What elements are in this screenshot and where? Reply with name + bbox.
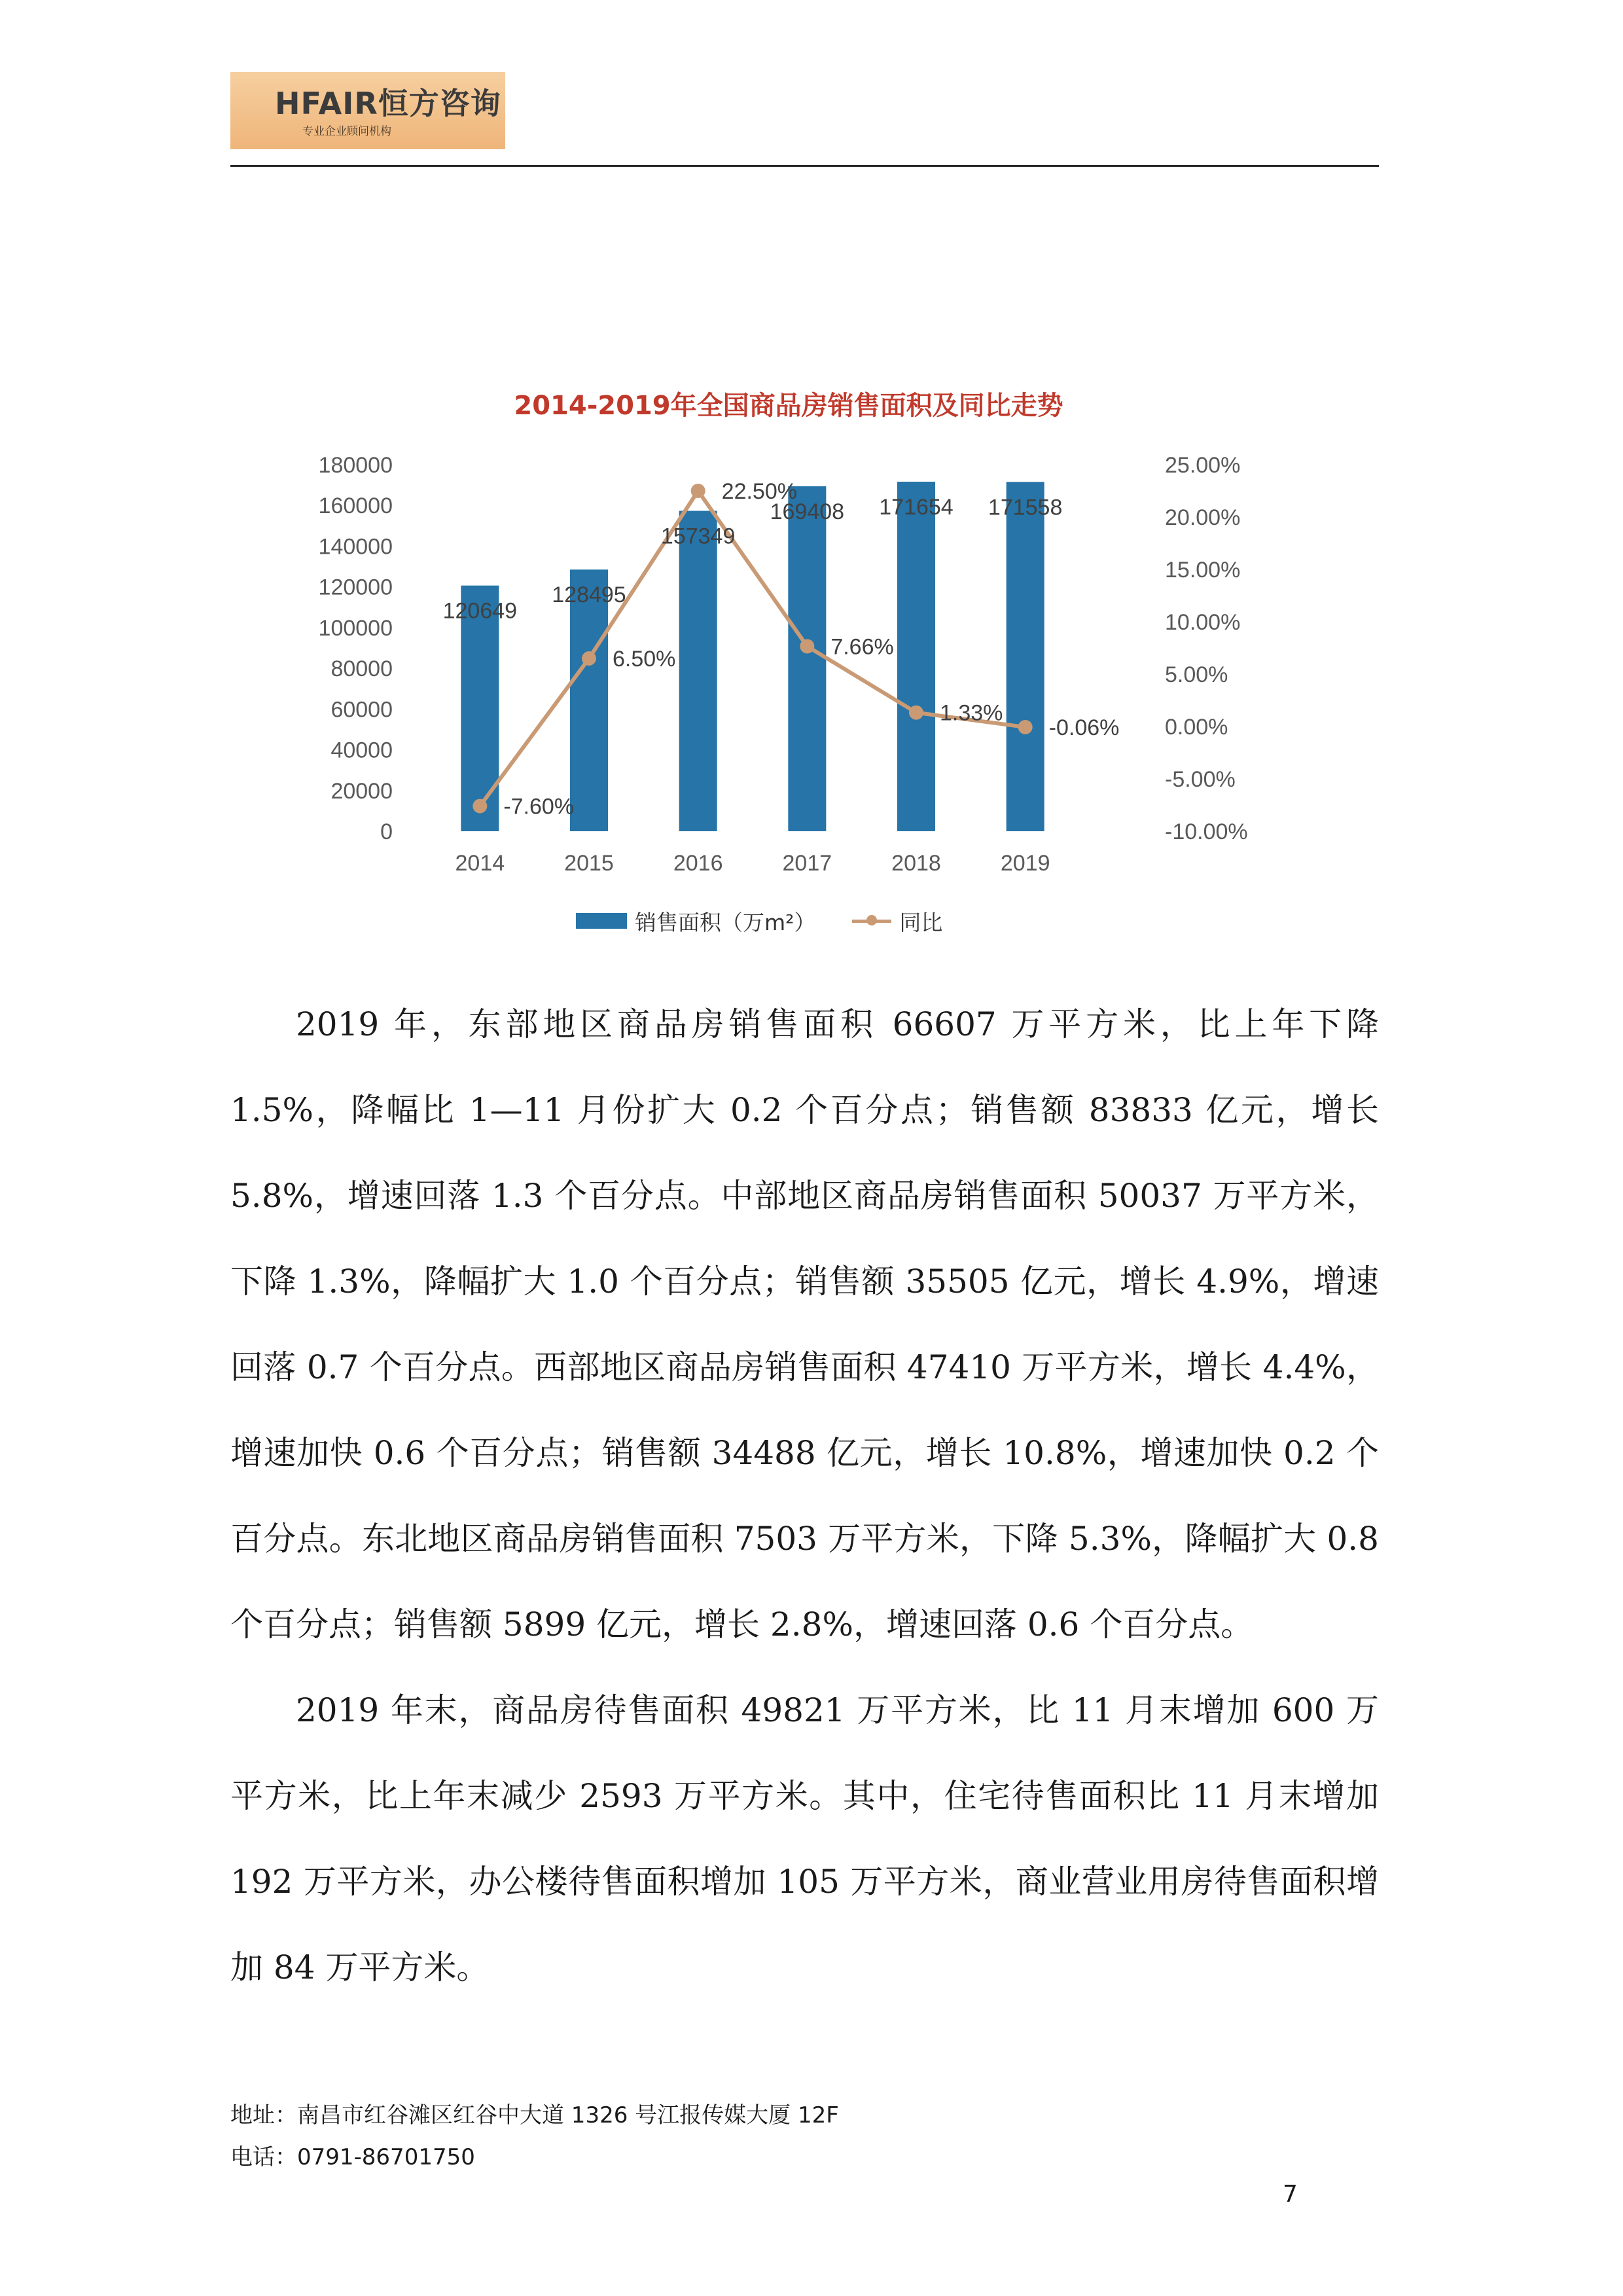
- y-left-tick-label: 120000: [318, 575, 393, 600]
- yoy-data-label: -7.60%: [503, 794, 575, 819]
- paragraph-regional-sales: 2019 年，东部地区商品房销售面积 66607 万平方米，比上年下降 1.5%，降幅比 1—11 月份扩大 0.2 个百分点；销售额 83833 亿元，增长 5.8%，增速回落 1.3 个百分点。中部地区商品房销售面积 50037 万平方米，下降 1.3%，降幅扩大 1.0 个百分点；销售额 35505 亿元，增长 4.9%，增速回落 0.7 个百分点。西部地区商品房销售面积 47410 万平方米，增长 4.4%，增速加快 0.6 个百分点；销售额 34488 亿元，增长 10.8%，增速加快 0.2 个百分点。东北地区商品房销售面积 7503 万平方米，下降 5.3%，降幅扩大 0.8 个百分点；销售额 5899 亿元，增长 2.8%，增速回落 0.6 个百分点。: [230, 1005, 1379, 1643]
- paragraph-inventory: 2019 年末，商品房待售面积 49821 万平方米，比 11 月末增加 600 万平方米，比上年末减少 2593 万平方米。其中，住宅待售面积比 11 月末增加 192 万平方米，办公楼待售面积增加 105 万平方米，商业营业用房待售面积增加 84 万平方米。: [230, 1691, 1379, 1986]
- page-number: 7: [1283, 2181, 1298, 2208]
- chart-title: 2014-2019年全国商品房销售面积及同比走势: [514, 391, 1063, 421]
- x-tick-label: 2017: [782, 851, 832, 876]
- chart-plot: [281, 367, 1296, 903]
- x-tick-label: 2015: [564, 851, 614, 876]
- x-tick-label: 2018: [891, 851, 941, 876]
- x-tick-label: 2019: [1000, 851, 1050, 876]
- bar-data-label: 120649: [442, 598, 518, 624]
- y-right-tick-label: 0.00%: [1165, 715, 1228, 740]
- yoy-point-2016: [691, 484, 705, 498]
- bar-data-label: 157349: [660, 524, 736, 549]
- y-right-tick-label: 15.00%: [1165, 558, 1241, 583]
- bar-2017: [788, 486, 826, 831]
- bar-data-label: 128495: [552, 583, 626, 608]
- legend-bar-swatch: [576, 913, 627, 929]
- y-right-tick-label: 25.00%: [1165, 453, 1241, 478]
- footer-phone: 电话：0791-86701750: [230, 2144, 475, 2170]
- bar-data-label: 169408: [770, 499, 845, 524]
- bar-data-label: 171654: [879, 494, 954, 520]
- y-left-tick-label: 60000: [330, 697, 393, 723]
- yoy-data-label: 22.50%: [721, 479, 797, 504]
- yoy-data-label: -0.06%: [1048, 715, 1120, 740]
- legend-line-label: 同比: [899, 909, 943, 935]
- legend-line-swatch: [852, 920, 891, 923]
- logo-text: HFAIR恒方咨询: [275, 86, 501, 121]
- yoy-point-2017: [800, 639, 814, 653]
- yoy-data-label: 7.66%: [830, 634, 894, 660]
- y-left-tick-label: 140000: [318, 534, 393, 560]
- yoy-point-2015: [582, 651, 596, 666]
- y-left-tick-label: 20000: [330, 778, 393, 804]
- y-left-tick-label: 160000: [318, 493, 393, 519]
- logo-subtitle: 专业企业顾问机构: [302, 125, 391, 138]
- y-left-tick-label: 80000: [330, 656, 393, 682]
- legend-bar-label: 销售面积（万m²）: [635, 909, 816, 935]
- y-right-tick-label: 20.00%: [1165, 505, 1241, 530]
- chart-legend: [576, 905, 942, 937]
- y-right-tick-label: 5.00%: [1165, 662, 1228, 687]
- x-tick-label: 2016: [673, 851, 723, 876]
- sales-area-chart: [281, 367, 1296, 956]
- yoy-point-2018: [909, 706, 923, 720]
- y-left-tick-label: 100000: [318, 615, 393, 641]
- yoy-data-label: 6.50%: [613, 647, 676, 672]
- yoy-line: [480, 491, 1025, 806]
- y-right-tick-label: 10.00%: [1165, 610, 1241, 635]
- bar-2015: [570, 569, 608, 831]
- bar-data-label: 171558: [988, 495, 1063, 520]
- bar-2019: [1007, 482, 1044, 831]
- y-left-tick-label: 0: [380, 819, 393, 844]
- yoy-point-2019: [1018, 720, 1033, 734]
- body-text: [230, 982, 1379, 2011]
- yoy-data-label: 1.33%: [940, 700, 1003, 726]
- y-right-tick-label: -10.00%: [1165, 819, 1248, 844]
- y-left-tick-label: 180000: [318, 453, 393, 478]
- bar-2016: [679, 511, 717, 831]
- header-divider: [230, 165, 1379, 167]
- footer: [230, 2094, 839, 2178]
- yoy-point-2014: [473, 799, 487, 814]
- bar-2018: [897, 482, 935, 831]
- y-left-tick-label: 40000: [330, 738, 393, 763]
- x-tick-label: 2014: [455, 851, 505, 876]
- company-logo: [230, 72, 505, 149]
- footer-address: 地址：南昌市红谷滩区红谷中大道 1326 号江报传媒大厦 12F: [230, 2102, 839, 2128]
- y-right-tick-label: -5.00%: [1165, 767, 1236, 792]
